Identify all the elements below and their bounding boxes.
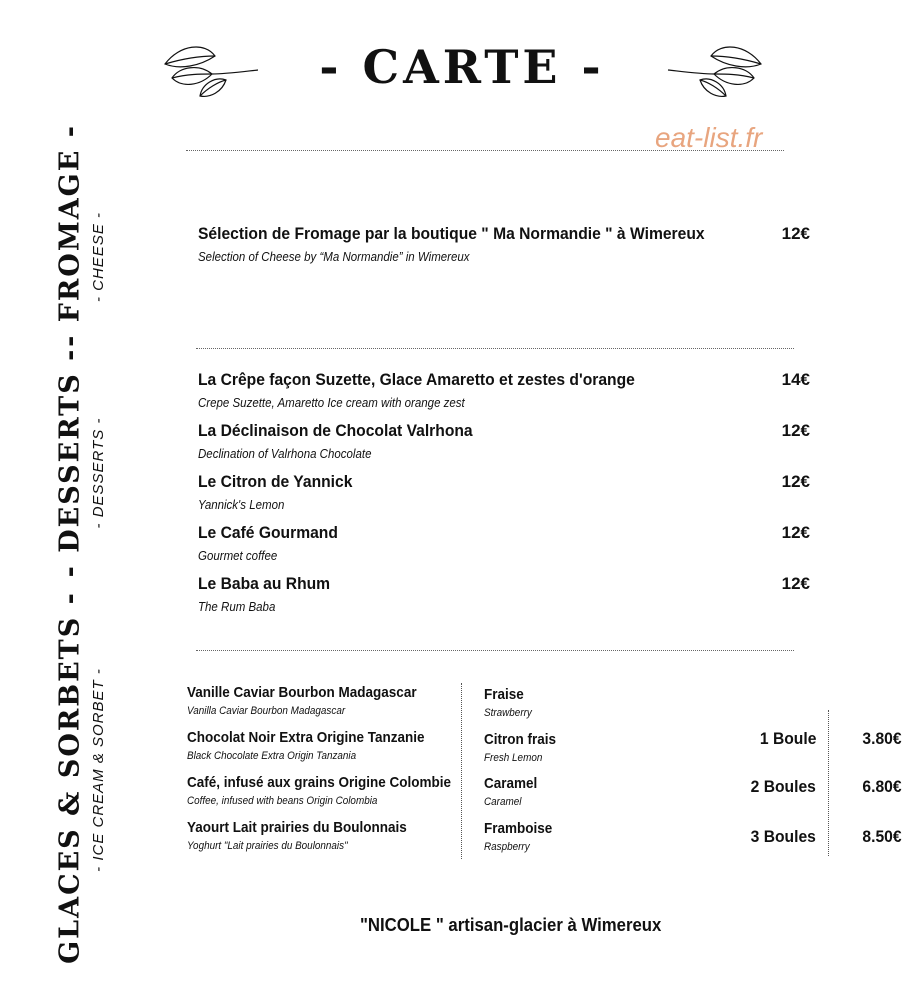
sorbet-item	[484, 731, 564, 764]
scoop-price: 6.80€	[862, 777, 902, 796]
item-description: Selection of Cheese by “Ma Normandie” in Wimereux	[198, 250, 470, 264]
column-divider	[461, 683, 462, 859]
sorbet-item	[484, 820, 560, 853]
item-name: La Crêpe façon Suzette, Glace Amaretto et zestes d'orange	[198, 370, 635, 389]
item-description: Raspberry	[484, 841, 530, 853]
item-price: 12€	[781, 472, 810, 491]
ice-cream-item	[187, 819, 431, 852]
item-name: Sélection de Fromage par la boutique " Ma Normandie " à Wimereux	[198, 224, 705, 243]
section-sublabel-desserts: - DESSERTS -	[90, 417, 107, 529]
section-label-ice: GLACES & SORBETS -	[54, 591, 86, 964]
item-description: Fresh Lemon	[484, 752, 543, 764]
item-price: 12€	[781, 224, 810, 243]
item-name: Café, infusé aux grains Origine Colombie	[187, 774, 452, 791]
item-price: 14€	[781, 370, 810, 389]
section-sublabel-cheese: - CHEESE -	[90, 212, 107, 303]
item-name: Chocolat Noir Extra Origine Tanzanie	[187, 729, 425, 746]
item-description: Yoghurt "Lait prairies du Boulonnais"	[187, 840, 348, 852]
section-sublabel-ice: - ICE CREAM & SORBET -	[90, 668, 107, 872]
ice-cream-item	[187, 729, 451, 762]
scoop-label: 1 Boule	[759, 729, 816, 748]
item-name: La Déclinaison de Chocolat Valrhona	[198, 421, 473, 440]
menu-item	[198, 574, 818, 614]
page-title: - CARTE -	[319, 40, 605, 94]
item-description: Gourmet coffee	[198, 549, 278, 563]
column-divider	[828, 710, 829, 856]
divider	[196, 650, 794, 651]
watermark: eat-list.fr	[655, 122, 763, 153]
item-description: Declination of Valrhona Chocolate	[198, 447, 372, 461]
section-label-cheese: - FROMAGE -	[54, 124, 86, 347]
item-description: Black Chocolate Extra Origin Tanzania	[187, 750, 357, 762]
leaf-ornament-right-icon	[666, 36, 766, 102]
scoop-price: 8.50€	[862, 827, 902, 846]
item-name: Caramel	[484, 775, 538, 792]
item-description: Strawberry	[484, 707, 532, 719]
item-description: Yannick's Lemon	[198, 498, 285, 512]
item-name: Le Café Gourmand	[198, 523, 338, 542]
scoop-label: 2 Boules	[750, 777, 816, 796]
item-name: Fraise	[484, 686, 524, 703]
scoop-label: 3 Boules	[750, 827, 816, 846]
item-price: 12€	[781, 523, 810, 542]
sorbet-item	[484, 775, 543, 808]
menu-item	[198, 370, 818, 410]
scoop-price: 3.80€	[862, 729, 902, 748]
item-name: Framboise	[484, 820, 553, 837]
item-description: Caramel	[484, 796, 522, 808]
divider	[186, 150, 784, 151]
ice-cream-item	[187, 774, 480, 807]
item-price: 12€	[781, 574, 810, 593]
menu-item	[198, 224, 818, 264]
section-label-desserts: - DESSERTS -	[54, 347, 86, 578]
menu-item	[198, 523, 818, 563]
menu-item	[198, 472, 818, 512]
item-name: Yaourt Lait prairies du Boulonnais	[187, 819, 407, 836]
sorbet-item	[484, 686, 537, 719]
item-description: The Rum Baba	[198, 600, 276, 614]
menu-item	[198, 421, 818, 461]
item-name: Citron frais	[484, 731, 557, 748]
item-name: Le Citron de Yannick	[198, 472, 353, 491]
item-name: Le Baba au Rhum	[198, 574, 331, 593]
item-description: Vanilla Caviar Bourbon Madagascar	[187, 705, 346, 717]
item-name: Vanille Caviar Bourbon Madagascar	[187, 684, 417, 701]
divider	[196, 348, 794, 349]
item-price: 12€	[781, 421, 810, 440]
item-description: Crepe Suzette, Amaretto Ice cream with orange zest	[198, 396, 465, 410]
footer-note: "NICOLE " artisan-glacier à Wimereux	[360, 915, 662, 935]
ice-cream-item	[187, 684, 442, 717]
item-description: Coffee, infused with beans Origin Colombia	[187, 795, 378, 807]
